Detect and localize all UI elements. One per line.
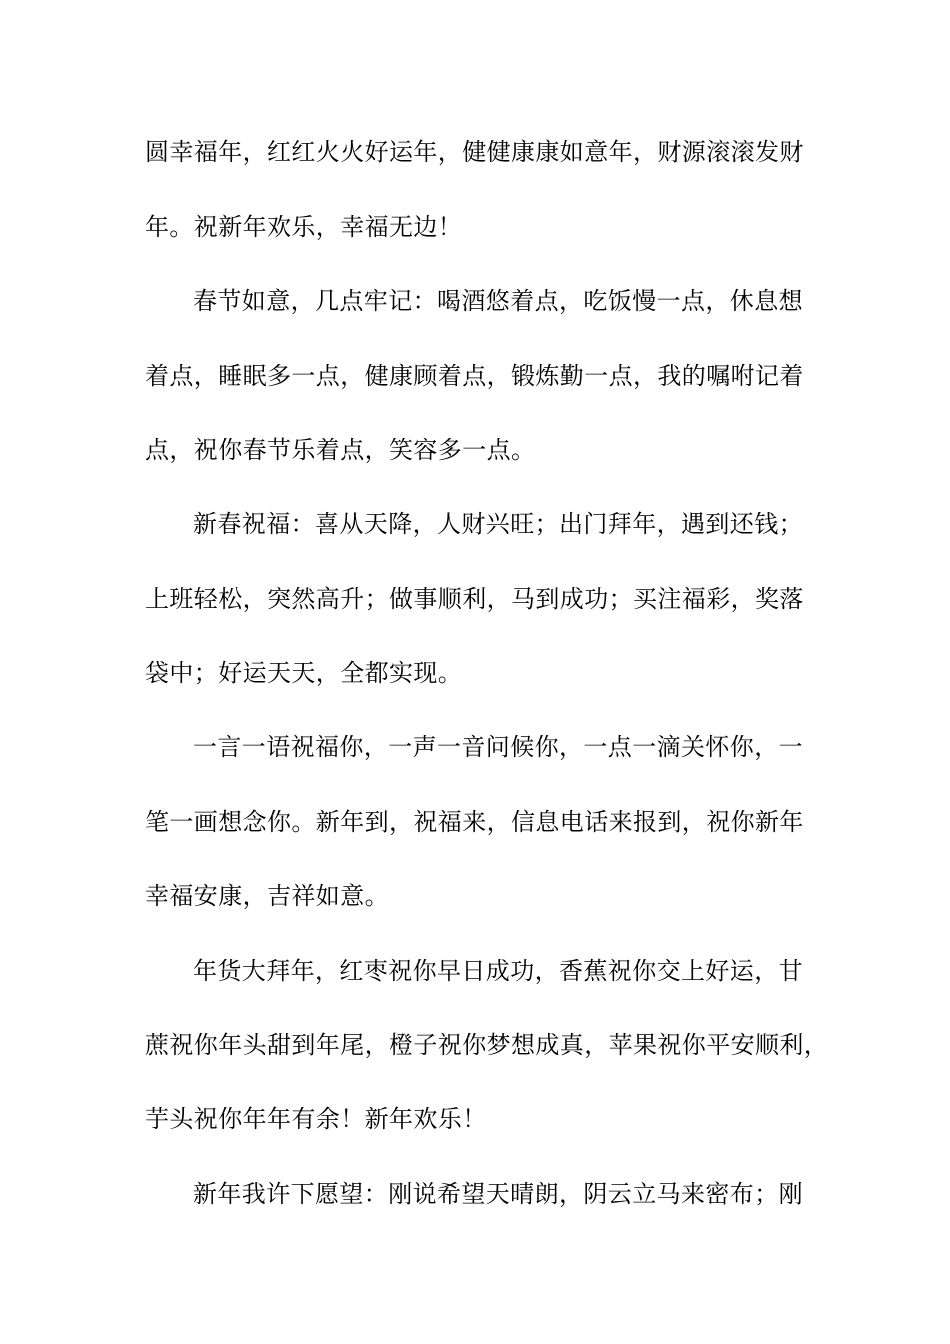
- text-line: 蔗祝你年头甜到年尾，橙子祝你梦想成真，苹果祝你平安顺利，: [145, 1031, 829, 1059]
- text-line: 幸福安康，吉祥如意。: [145, 882, 389, 910]
- paragraph-first-line: 春节如意，几点牢记：喝酒悠着点，吃饭慢一点，休息想: [193, 287, 803, 315]
- text-line: 芋头祝你年年有余！新年欢乐！: [145, 1105, 487, 1133]
- paragraph-first-line: 年货大拜年，红枣祝你早日成功，香蕉祝你交上好运，甘: [193, 957, 803, 985]
- text-line: 笔一画想念你。新年到，祝福来，信息电话来报到，祝你新年: [145, 808, 804, 836]
- text-line: 上班轻松，突然高升；做事顺利，马到成功；买注福彩，奖落: [145, 585, 804, 613]
- text-line: 圆幸福年，红红火火好运年，健健康康如意年，财源滚滚发财: [145, 138, 804, 166]
- paragraph-first-line: 新春祝福：喜从天降，人财兴旺；出门拜年，遇到还钱；: [193, 510, 803, 538]
- text-line: 袋中；好运天天，全都实现。: [145, 659, 463, 687]
- text-line: 着点，睡眠多一点，健康顾着点，锻炼勤一点，我的嘱咐记着: [145, 362, 804, 390]
- paragraph-first-line: 一言一语祝福你，一声一音问候你，一点一滴关怀你，一: [193, 733, 803, 761]
- text-line: 点，祝你春节乐着点，笑容多一点。: [145, 436, 536, 464]
- paragraph-first-line: 新年我许下愿望：刚说希望天晴朗，阴云立马来密布；刚: [193, 1180, 803, 1208]
- text-line: 年。祝新年欢乐，幸福无边！: [145, 213, 463, 241]
